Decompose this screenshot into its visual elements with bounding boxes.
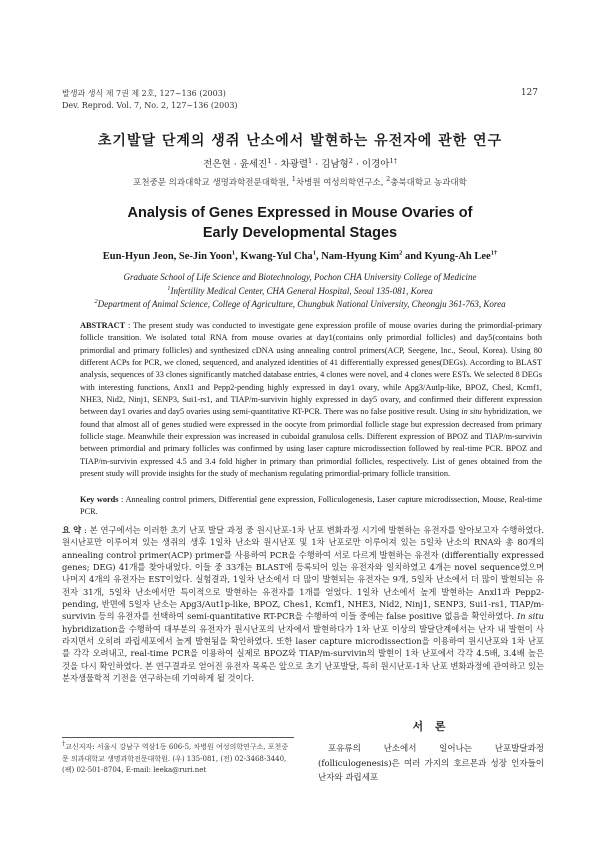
affiliation-mark: 1† — [389, 156, 397, 165]
keywords — [80, 494, 542, 519]
abstract-italic: in situ — [461, 407, 482, 417]
english-affiliation — [40, 271, 560, 312]
affiliation-text: Department of Animal Science, College of Agriculture, Chungbuk National University, Cheongju 361-763, Korea — [97, 299, 506, 309]
affiliation-mark: 1 — [267, 156, 272, 165]
affiliation-mark: 1 — [312, 249, 316, 257]
korean-summary — [62, 524, 544, 684]
journal-reference — [62, 88, 238, 112]
author-name: Eun-Hyun Jeon, Se-Jin Yoon — [102, 251, 232, 262]
author-name: · 이경아 — [352, 159, 390, 170]
corresponding-author-footnote — [62, 739, 294, 777]
affiliation-line — [40, 298, 560, 312]
korean-summary-text: : 본 연구에서는 이러한 초기 난포 발달 과정 중 원시난포-1차 난포 변화과정 시기에 발현하는 유전자를 알아보고자 수행하였다. 원시난포만 이루어져 있는 생쥐의 생후 1일차 난소와 원시난포 및 1차 난포로만 이루어져 있는 5일차 난소의 RNA와 총 80개의 annealing control primer(ACP) primer를 사용하여 PCR을 수행하여 서로 다르게 발현하는 유전자 (differentially expressed genes; DEG) 41개를 찾아내었다. 이들 중 33개는 BLAST에 등록되어 있는 유전자와 일치하였고 4개는 novel sequence였으며 나머지 4개의 유전자는 EST이었다. 실험결과, 1일차 난소에서 더 많이 발현되는 유전자는 9개, 5일차 난소에서 더 많이 발현되는 유전자 31개, 5일차 난소에서만 특이적으로 발현하는 유전자를 1개를 얻었다. 1일차 난소에서 높게 발현하는 Anxl1과 Pepp2-pending, 반면에 5일자 난소는 Apg3/Aut1p-like, BPOZ, Ches1, Kcmf1, NHE3, Nid2, Ninj1, SENP3, Sui1-rs1, TIAP/m-survivin 등의 유전자를 선택하여 semi-quantitative RT-PCR을 수행하여 이들 중에는 false positive 없음을 확인하였다. — [62, 525, 544, 622]
korean-affiliation — [0, 176, 600, 188]
affiliation-line — [40, 285, 560, 299]
affiliation-text: 포천중문 의과대학교 생명과학전문대학원, — [133, 178, 292, 188]
korean-title: 초기발달 단계의 생쥐 난소에서 발현하는 유전자에 관한 연구 — [97, 133, 503, 149]
abstract-text: hybridization, we found that almost all of genes studied were expressed in the oocyte from primordial follicle stage but expression decreased from primary follicle stage. Meanwhile their expression was increased in cuboidal granulosa cells. Different expression of BPOZ and TIAP/m-survivin between primordial and primary follicles was confirmed by using laser capture microdissection followed by real-time PCR. BPOZ and TIAP/m-survivin expressed 4.5 and 3.4 fold higher in primary than primordial follicles, respectively. List of genes obtained from the present study will provide insights for the study of mechanism regulating primordial-primary follicle transition. — [80, 407, 542, 479]
affiliation-text: Infertility Medical Center, CHA General Hospital, Seoul 135-081, Korea — [170, 285, 433, 296]
affiliation-mark: 1 — [291, 175, 296, 184]
affiliation-mark: 2 — [386, 175, 391, 184]
korean-authors — [0, 156, 600, 170]
korean-summary-text: hybridization을 수행하여 대부분의 유전자가 원시난포의 난자에서 발현하다가 1차 난포 이상의 발달단계에서는 난자 내 발현이 사라지면서 오히려 과립세포에서 높게 발현됨을 확인하였다. 또한 laser capture microdissection을 이용하여 원시난포와 1차 난포를 각각 오려내고, real-time PCR을 이용하여 실제로 BPOZ와 TIAP/m-survivin의 발현이 1차 난포에서 각각 4.5배, 3.4배 높은 것을 다시 확인하였다. 본 연구결과로 얻어진 유전자 목록은 앞으로 초기 난포발달, 특히 원시난포-1차 난포 변화과정에 관여하고 있는 분자생물학적 기전을 연구하는데 기여하게 될 것이다. — [62, 623, 544, 684]
abstract — [80, 320, 542, 480]
affiliation-mark: 1† — [490, 249, 498, 257]
page-number: 127 — [520, 88, 538, 98]
affiliation-mark: 2 — [348, 156, 353, 165]
introduction-text: 포유류의 난소에서 일어나는 난포발달과정(folliculogenesis)은 여러 가지의 호르몬과 성장 인자들이 난자와 과립세포 — [318, 744, 544, 783]
affiliation-mark: 1 — [167, 284, 171, 292]
english-title-line: Early Developmental Stages — [202, 225, 398, 241]
affiliation-line: Graduate School of Life Science and Biotechnology, Pochon CHA University College of Medicine — [123, 272, 477, 282]
keywords-text: : Annealing control primers, Differential gene expression, Folliculogenesis, Laser capture microdissection, Mouse, Real-time PCR. — [80, 495, 542, 517]
journal-reference-english: Dev. Reprod. Vol. 7, No. 2, 127~136 (2003) — [62, 101, 238, 110]
author-name: and Kyung-Ah Lee — [402, 251, 491, 262]
english-title-line: Analysis of Genes Expressed in Mouse Ovaries of — [127, 205, 473, 221]
author-name: , Nam-Hyung Kim — [315, 251, 400, 262]
affiliation-mark: 2 — [399, 249, 403, 257]
affiliation-text: 차병원 여성의학연구소, — [295, 178, 387, 188]
korean-summary-label: 요 약 — [62, 525, 82, 535]
affiliation-mark: 1 — [308, 156, 313, 165]
footnote-divider — [62, 737, 294, 738]
author-name: · 차광렬 — [271, 159, 308, 170]
footnote-text: 교신저자: 서울시 강남구 역삼1동 606-5, 차병원 여성의학연구소, 포천중문 의과대학교 생명과학전문대학원. (우) 135-081, (전) 02-3468-3440, (팩) 02-501-8704, E-mail: leeka@ruri.net — [62, 743, 289, 774]
abstract-text: : The present study was conducted to investigate gene expression profile of mouse ovaries during the primordial-primary follicle transition. We isolated total RNA from mouse ovaries at day1(contains only primordial follicles) and day5(contains both primordial and primary follicles) and synthesized cDNA using annealing control primers(ACP, Seegene, Inc., Seoul, Korea). Using 80 different ACPs for PCR, we cloned, sequenced, and analyzed identities of 41 differentially expressed genes(DEGs). According to BLAST analysis, sequences of 33 clones significantly matched database entries, 4 clones were novel, and 4 clones were ESTs. We selected 8 DEGs with interesting functions, Anxl1 and Pepp2-pending highly expressed in day1 ovary, while Apg3/Autlp-like, BPOZ, Chesl, Kcmf1, NHE3, Nid2, Ninj1, SENP3, Sui1-rs1, and TIAP/m-survivin highly expressed in day5 ovary, and confirmed their different expression between day1 ovaries and day5 ovaries using semi-quantitative RT-PCR. There was no false positive result. Using — [80, 321, 542, 417]
keywords-label: Key words — [80, 495, 119, 504]
english-authors — [0, 251, 600, 262]
affiliation-mark: 1 — [231, 249, 236, 257]
author-name: 전은현 · 윤세진 — [203, 159, 268, 170]
abstract-label: ABSTRACT — [80, 321, 126, 330]
journal-reference-korean: 발생과 생식 제 7권 제 2호, 127~136 (2003) — [62, 89, 226, 98]
footnote-mark: † — [62, 739, 66, 748]
affiliation-text: 충북대학교 농과대학 — [390, 178, 467, 188]
affiliation-mark: 2 — [94, 298, 98, 305]
introduction-heading: 서 론 — [412, 720, 450, 733]
author-name: , Kwang-Yul Cha — [235, 251, 313, 262]
author-name: · 김남형 — [312, 159, 349, 170]
korean-summary-italic: In situ — [516, 611, 544, 622]
english-title — [0, 203, 600, 243]
